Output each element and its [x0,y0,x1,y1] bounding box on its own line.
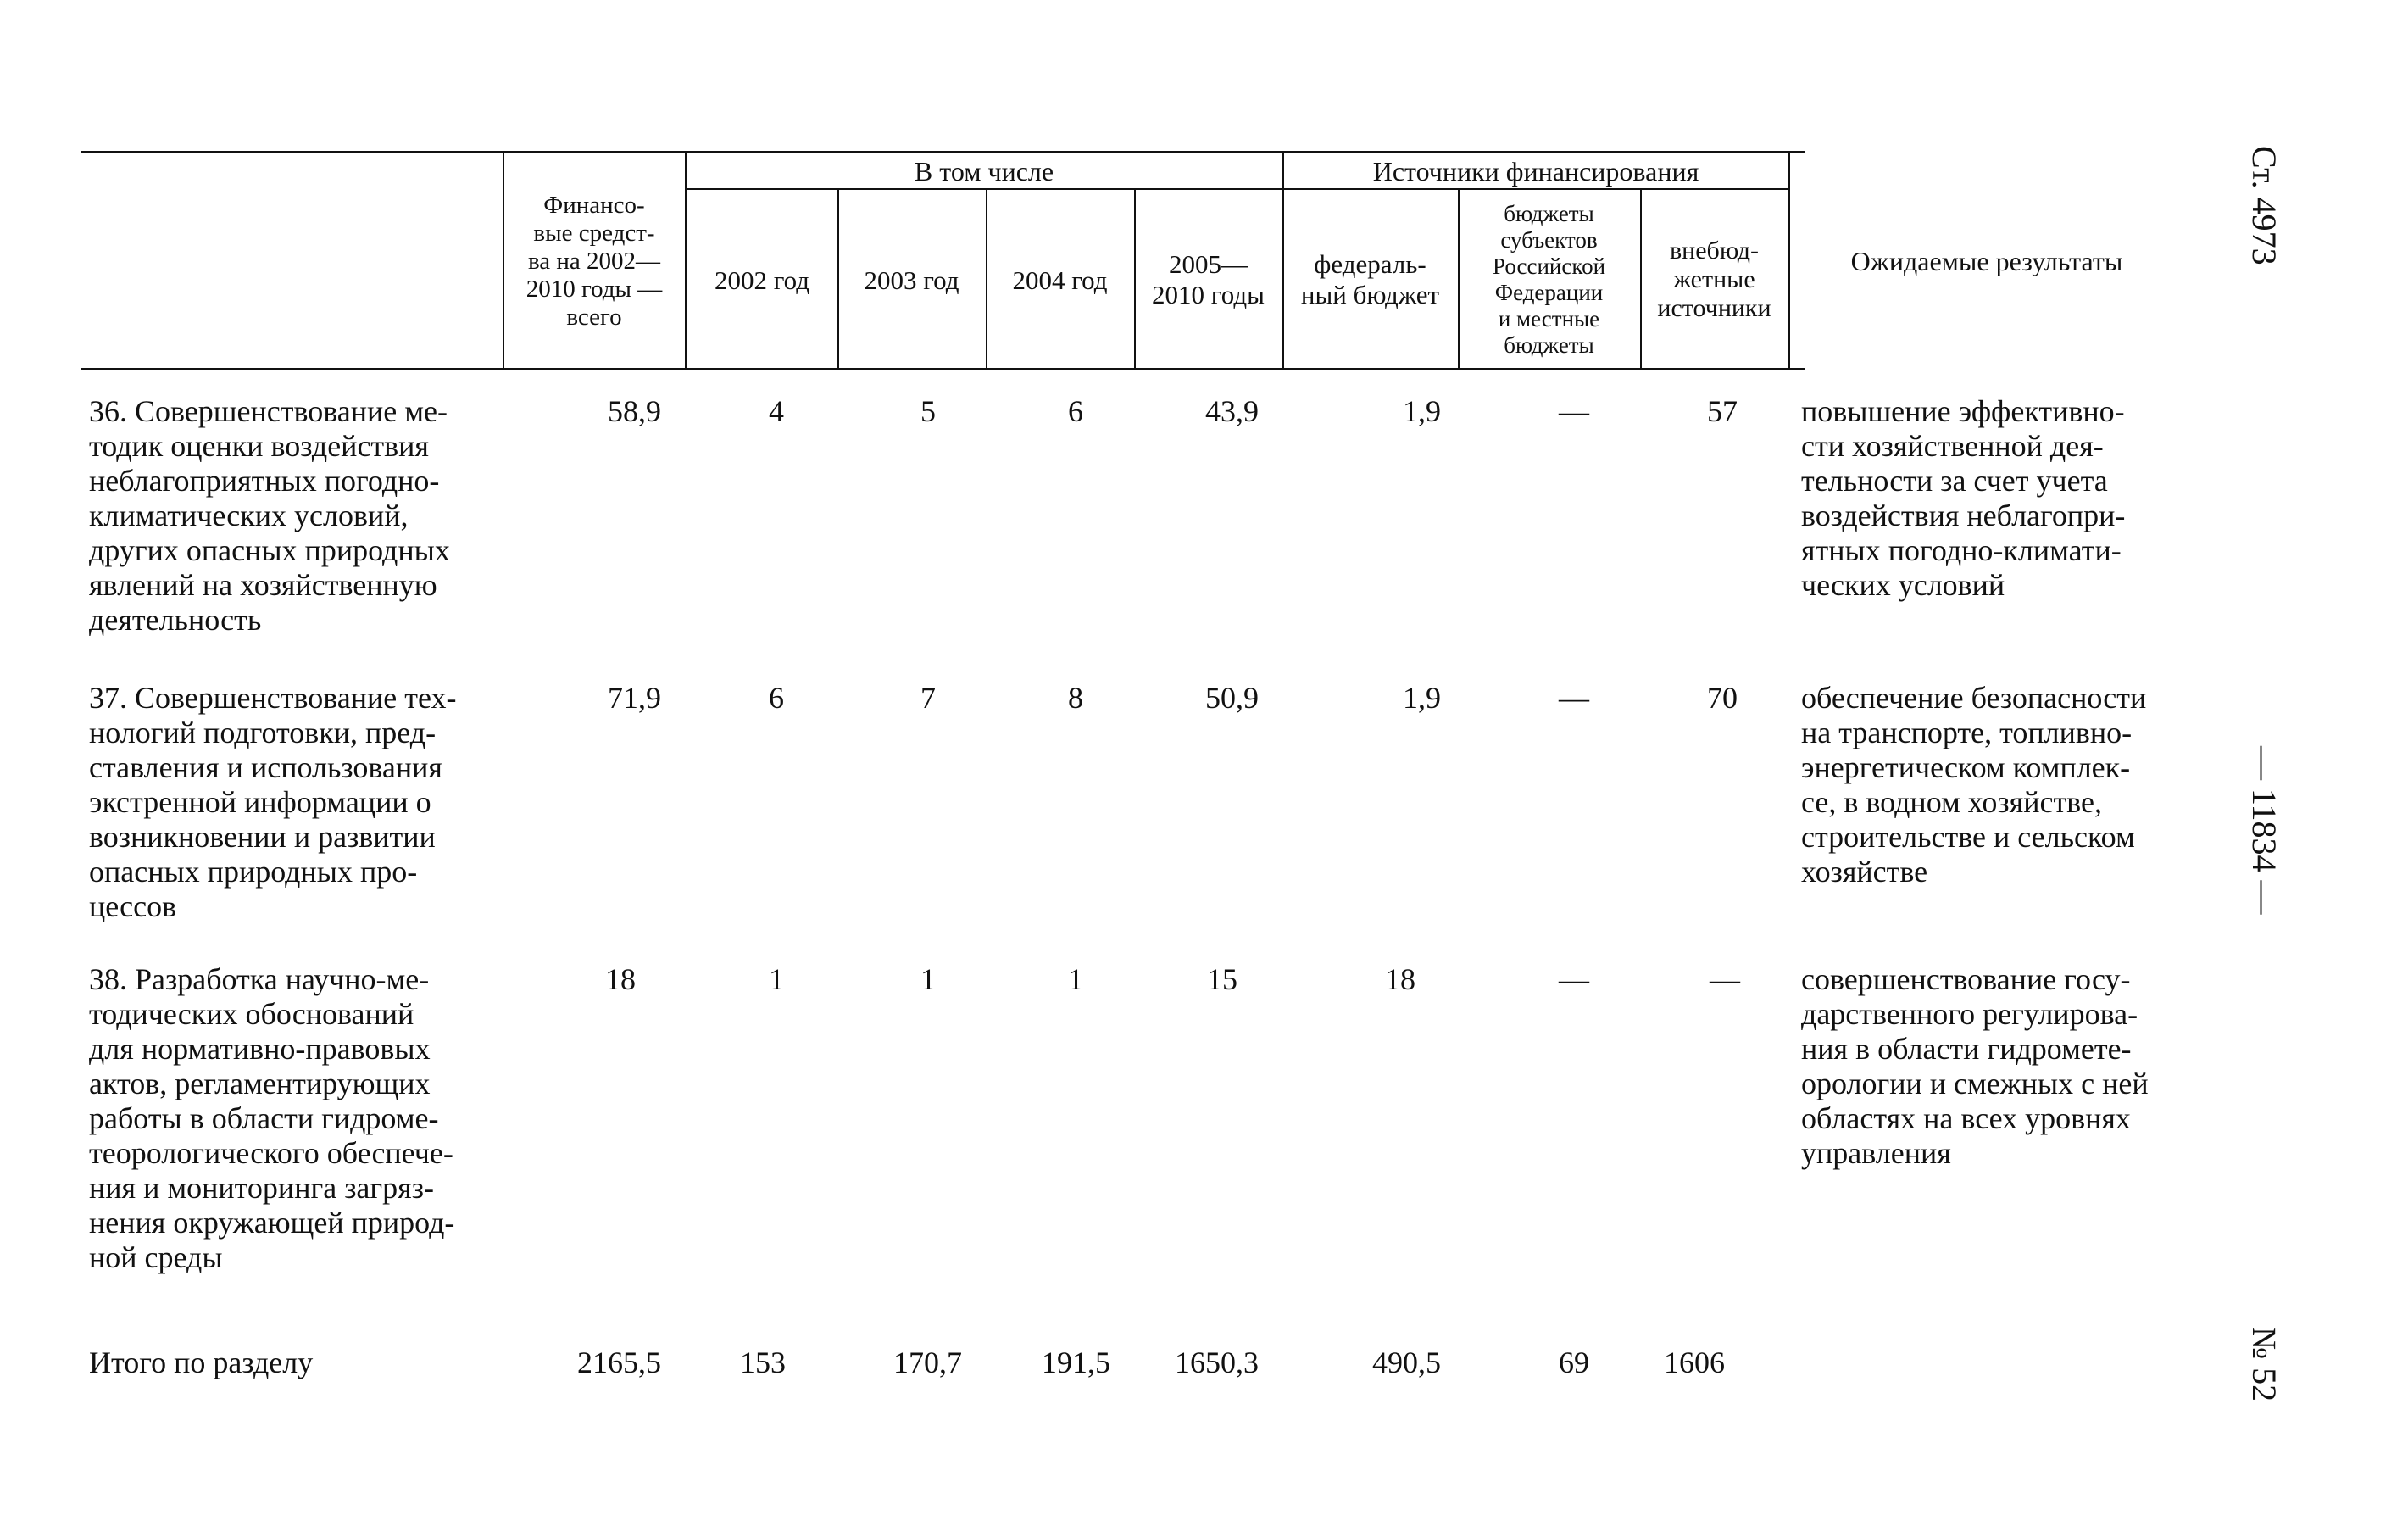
header-federal [1284,192,1456,368]
row-result-line: на транспорте, топливно- [1801,716,2133,749]
header-regional-line: Федерации [1494,280,1604,305]
row-result-line: совершенствование госу- [1801,962,2131,996]
row-result-line: воздействия неблагопри- [1801,499,2126,532]
row-name-line: 38. Разработка научно-ме- [89,962,430,996]
value-federal: 1,9 [1403,681,1441,715]
value-extra: 57 [1707,394,1738,428]
row-name-line: ной среды [89,1240,223,1274]
table-top-rule [81,151,1805,153]
row-result-line: строительстве и сельском [1801,820,2135,854]
header-2005-line: 2010 годы [1152,280,1265,309]
totals-2002: 153 [740,1345,786,1379]
header-extra-line: внебюд- [1670,237,1759,265]
header-2005-line: 2005— [1169,249,1248,279]
row-name [89,681,503,924]
row-name-line: возникновении и развитии [89,820,436,854]
header-total-line: вые средст- [533,219,655,247]
row-result-line: ческих условий [1801,568,2005,602]
row-name-line: нения окружающей природ- [89,1206,455,1240]
row-name-line: тодик оценки воздействия [89,429,429,463]
header-bottom-rule [81,368,1805,370]
value-regional: — [1559,962,1589,996]
header-regional [1460,192,1638,368]
header-regional-line: Российской [1492,253,1606,279]
row-result-line: повышение эффективно- [1801,394,2125,428]
row-result-line: энергетическом комплек- [1801,750,2131,784]
header-2005-2010 [1136,192,1281,368]
row-name-line: деятельность [89,603,262,637]
row-name [89,962,503,1275]
header-extra [1642,192,1787,368]
totals-2005-2010: 1650,3 [1175,1345,1259,1379]
row-result [1801,962,2183,1171]
value-total: 18 [605,962,636,996]
row-name-line: актов, регламентирующих [89,1067,431,1100]
header-extra-line: источники [1657,294,1771,322]
row-name-line: 37. Совершенствование тех- [89,681,457,715]
value-extra: 70 [1707,681,1738,715]
value-2003: 1 [920,962,936,996]
row-result-line: хозяйстве [1801,855,1928,889]
row-result-line: управления [1801,1136,1951,1170]
totals-2004: 191,5 [1042,1345,1110,1379]
header-2003: 2003 год [864,265,959,295]
totals-regional: 69 [1559,1345,1589,1379]
row-result-line: областях на всех уровнях [1801,1101,2131,1135]
row-result-line: ятных погодно-климати- [1801,533,2122,567]
col-divider [1788,151,1790,370]
row-result [1801,394,2183,603]
row-name-line: явлений на хозяйственную [89,568,437,602]
value-federal: 1,9 [1403,394,1441,428]
value-2002: 1 [769,962,784,996]
value-2003: 5 [920,394,936,428]
header-including: В том числе [914,155,1054,187]
totals-federal: 490,5 [1372,1345,1441,1379]
header-total-line: ва на 2002— [527,247,661,275]
value-2004: 6 [1068,394,1083,428]
header-regional-line: и местные [1498,306,1600,331]
row-name-line: опасных природных про- [89,855,418,889]
value-federal: 18 [1385,962,1415,996]
header-total-line: Финансо- [543,191,645,219]
row-result-line: орологии и смежных с ней [1801,1067,2149,1100]
header-2004: 2004 год [1012,265,1108,295]
group-divider-rule [685,188,1788,190]
row-name-line: неблагоприятных погодно- [89,464,440,498]
row-name-line: 36. Совершенствование ме- [89,394,448,428]
totals-label: Итого по разделу [89,1345,314,1379]
row-name-line: теорологического обеспече- [89,1136,453,1170]
document-number: — 11834 — [2245,746,2283,915]
header-federal-line: ный бюджет [1300,280,1440,309]
header-federal-line: федераль- [1314,249,1426,279]
row-name-line: цессов [89,889,177,923]
totals-total: 2165,5 [577,1345,661,1379]
row-name-line: нологий подготовки, пред- [89,716,437,749]
row-name-line: климатических условий, [89,499,409,532]
header-sources: Источники финансирования [1372,155,1699,187]
value-2004: 8 [1068,681,1083,715]
value-2003: 7 [920,681,936,715]
row-name-line: ставления и использования [89,750,442,784]
header-total-line: всего [566,303,622,331]
value-regional: — [1559,394,1589,428]
row-name-line: для нормативно-правовых [89,1032,431,1066]
totals-2003: 170,7 [893,1345,962,1379]
value-2004: 1 [1068,962,1083,996]
row-result-line: сти хозяйственной дея- [1801,429,2104,463]
col-divider [503,151,504,370]
row-name [89,394,503,638]
header-regional-line: бюджеты [1504,332,1594,358]
row-result-line: се, в водном хозяйстве, [1801,785,2102,819]
row-result [1801,681,2183,889]
issue-number: № 52 [2245,1327,2283,1402]
col-divider [685,151,687,370]
row-result-line: дарственного регулирова- [1801,997,2138,1031]
header-regional-line: субъектов [1500,227,1598,253]
page-number: Ст. 4973 [2245,146,2283,265]
row-result-line: обеспечение безопасности [1801,681,2147,715]
header-total [507,154,681,368]
value-total: 71,9 [608,681,661,715]
row-name-line: ния и мониторинга загряз- [89,1171,434,1205]
header-results: Ожидаемые результаты [1850,245,2123,276]
value-2002: 4 [769,394,784,428]
totals-extra: 1606 [1664,1345,1725,1379]
value-2005-2010: 50,9 [1205,681,1259,715]
header-extra-line: жетные [1673,265,1755,293]
value-regional: — [1559,681,1589,715]
header-regional-line: бюджеты [1504,201,1594,226]
header-total-line: 2010 годы — [526,275,663,303]
row-name-line: работы в области гидроме- [89,1101,439,1135]
row-name-line: других опасных природных [89,533,450,567]
header-2002: 2002 год [714,265,810,295]
row-name-line: экстренной информации о [89,785,431,819]
value-2005-2010: 15 [1207,962,1237,996]
value-2005-2010: 43,9 [1205,394,1259,428]
value-2002: 6 [769,681,784,715]
row-name-line: тодических обоснований [89,997,414,1031]
row-result-line: ния в области гидромете- [1801,1032,2132,1066]
value-total: 58,9 [608,394,661,428]
row-result-line: тельности за счет учета [1801,464,2108,498]
value-extra: — [1710,962,1740,996]
